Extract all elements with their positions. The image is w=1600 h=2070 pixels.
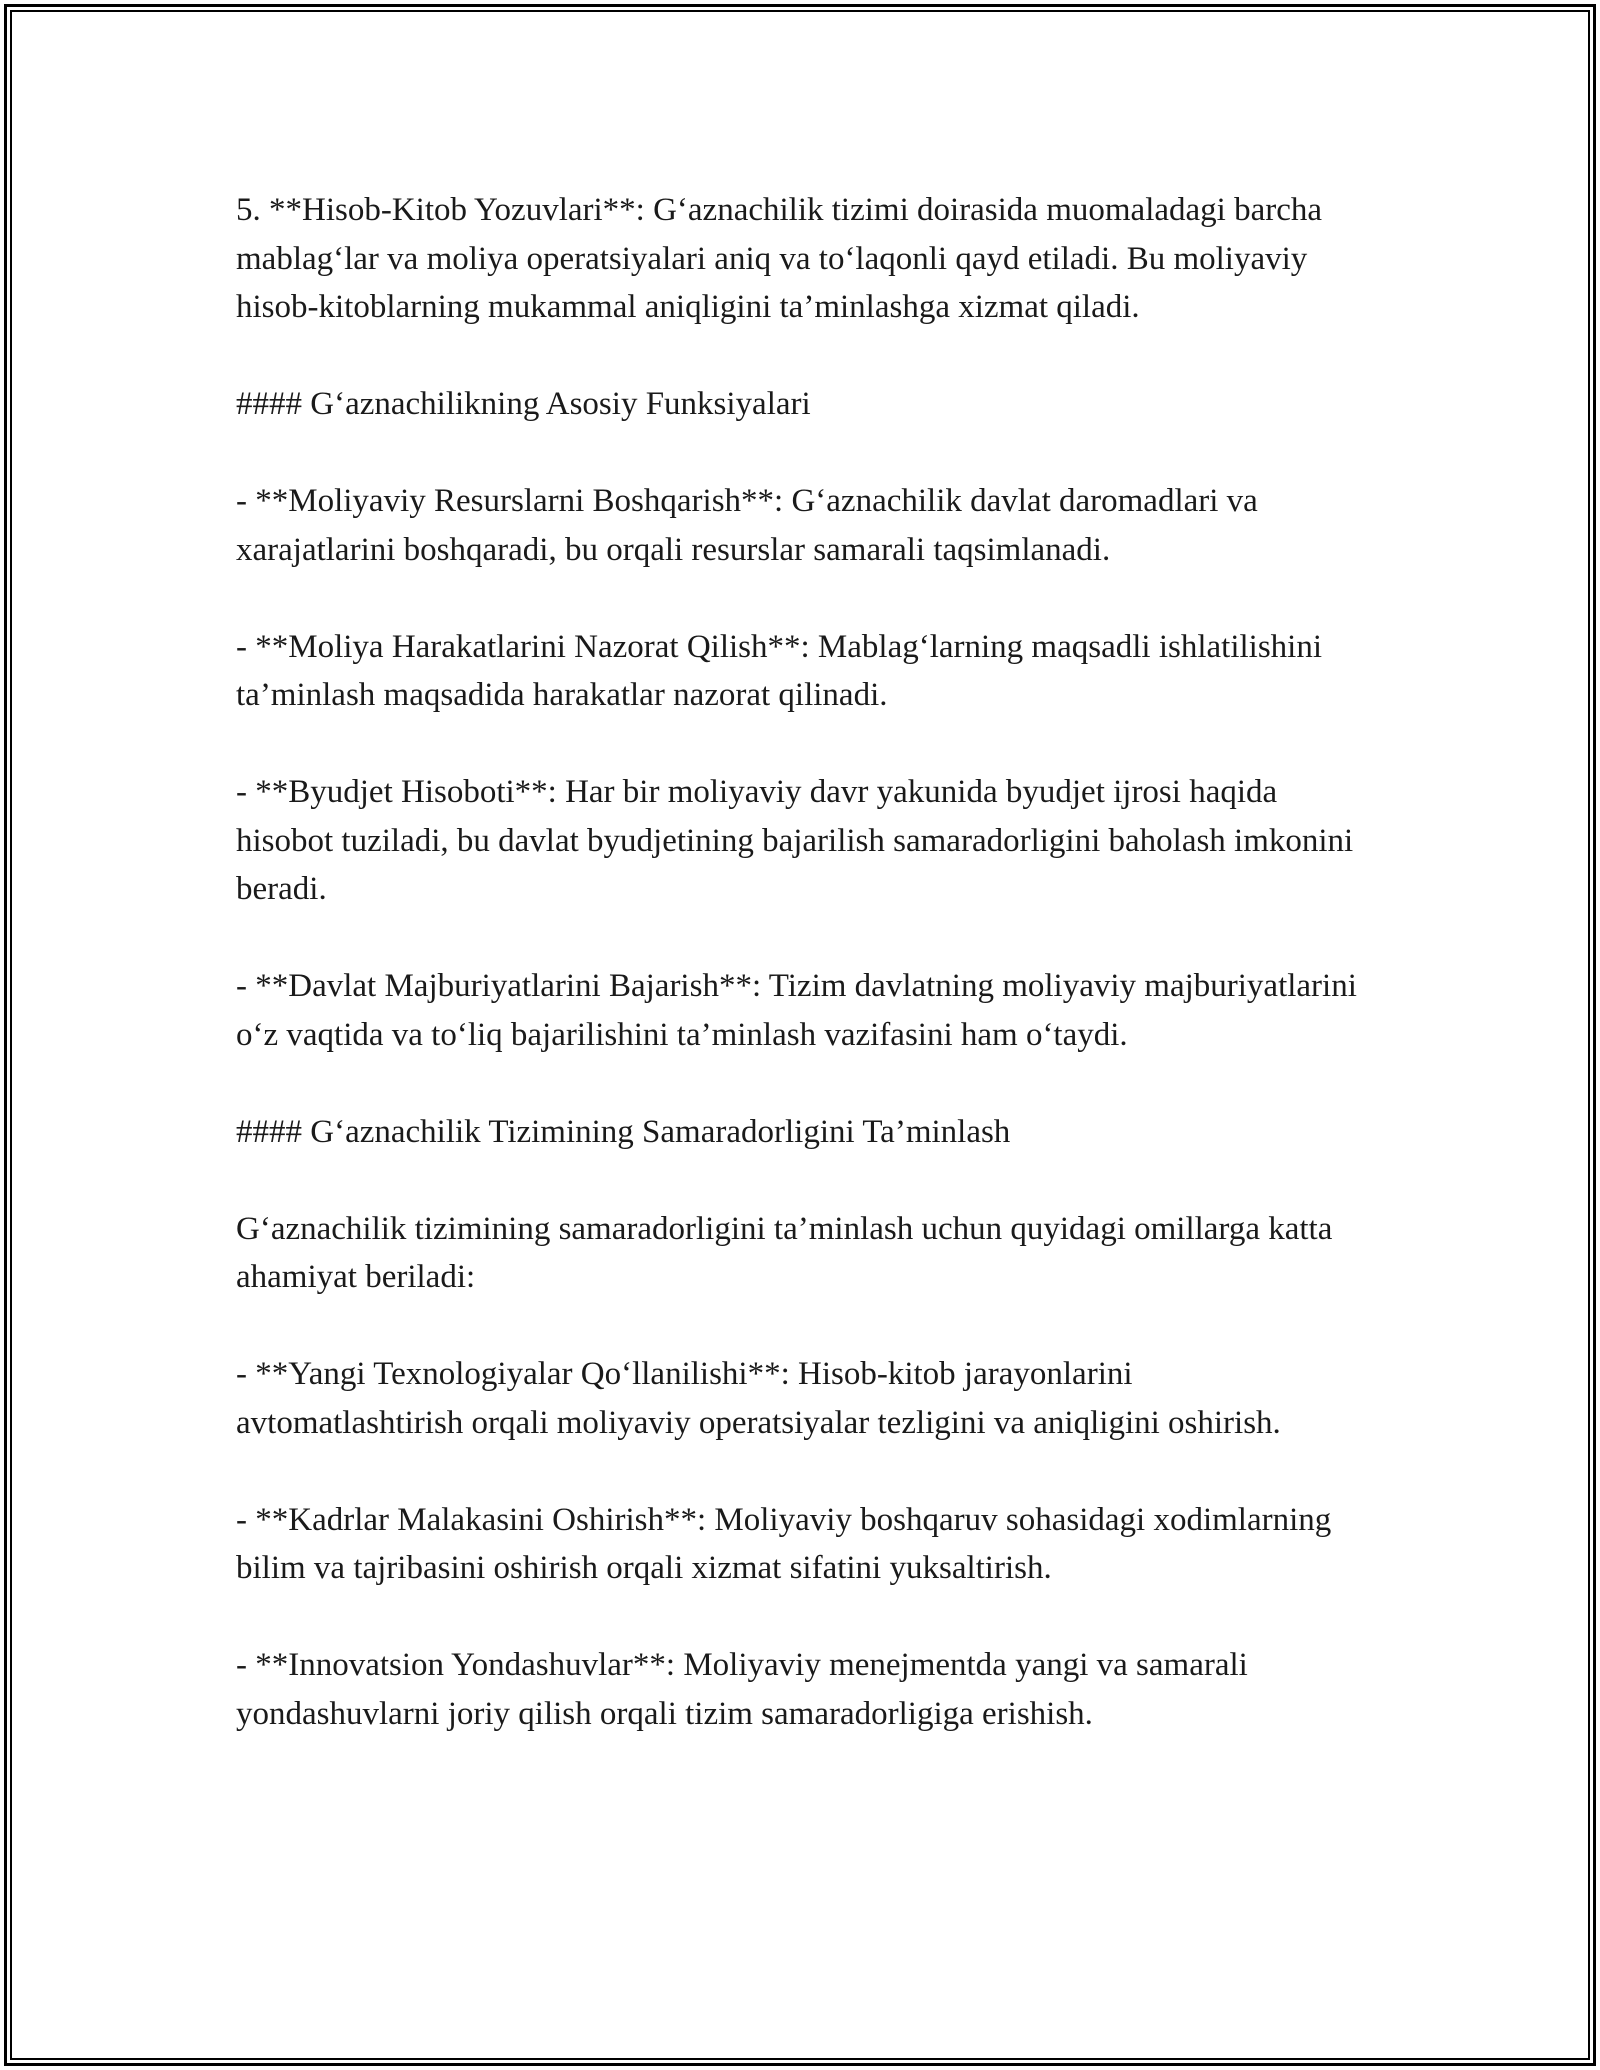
document-body bbox=[236, 186, 1366, 1738]
heading-tizim-samaradorligi: #### G‘aznachilik Tizimining Samaradorligini Ta’minlash bbox=[236, 1113, 1011, 1150]
list-item-yangi-texnologiyalar: - **Yangi Texnologiyalar Qo‘llanilishi**: Hisob-kitob jarayonlarini avtomatlashtirish orqali moliyaviy operatsiyalar tezligini va aniqligini oshirish. bbox=[236, 1356, 1281, 1441]
heading-asosiy-funksiyalari: #### G‘aznachilikning Asosiy Funksiyalari bbox=[236, 386, 811, 422]
list-item-davlat-majburiyatlari: - **Davlat Majburiyatlarini Bajarish**: Tizim davlatning moliyaviy majburiyatlarini o‘z vaqtida va to‘liq bajarilishini ta’minlash vazifasini ham o‘taydi. bbox=[236, 968, 1357, 1053]
list-item-innovatsion-yondashuvlar: - **Innovatsion Yondashuvlar**: Moliyaviy menejmentda yangi va samarali yondashuvlarni joriy qilish orqali tizim samaradorligiga erishish. bbox=[236, 1647, 1248, 1732]
list-item-moliyaviy-resurslar: - **Moliyaviy Resurslarni Boshqarish**: G‘aznachilik davlat daromadlari va xarajatlarini boshqaradi, bu orqali resurslar samarali taqsimlanadi. bbox=[236, 483, 1258, 568]
paragraph-hisob-kitob-yozuvlari: 5. **Hisob-Kitob Yozuvlari**: G‘aznachilik tizimi doirasida muomaladagi barcha mablag‘lar va moliya operatsiyalari aniq va to‘laqonli qayd etiladi. Bu moliyaviy hisob-kitoblarning mukammal aniqligini ta’minlashga xizmat qiladi. bbox=[236, 192, 1323, 325]
list-item-moliya-harakatlari: - **Moliya Harakatlarini Nazorat Qilish**: Mablag‘larning maqsadli ishlatilishini ta’minlash maqsadida harakatlar nazorat qilinadi. bbox=[236, 628, 1323, 713]
paragraph-samaradorlik-omillari: G‘aznachilik tizimining samaradorligini ta’minlash uchun quyidagi omillarga katta ahamiyat beriladi: bbox=[236, 1210, 1333, 1295]
list-item-byudjet-hisoboti: - **Byudjet Hisoboti**: Har bir moliyaviy davr yakunida byudjet ijrosi haqida hisobot tuziladi, bu davlat byudjetining bajarilish samaradorligini baholash imkonini beradi. bbox=[236, 774, 1354, 907]
list-item-kadrlar-malakasi: - **Kadrlar Malakasini Oshirish**: Moliyaviy boshqaruv sohasidagi xodimlarning bilim va tajribasini oshirish orqali xizmat sifatini yuksaltirish. bbox=[236, 1501, 1332, 1586]
